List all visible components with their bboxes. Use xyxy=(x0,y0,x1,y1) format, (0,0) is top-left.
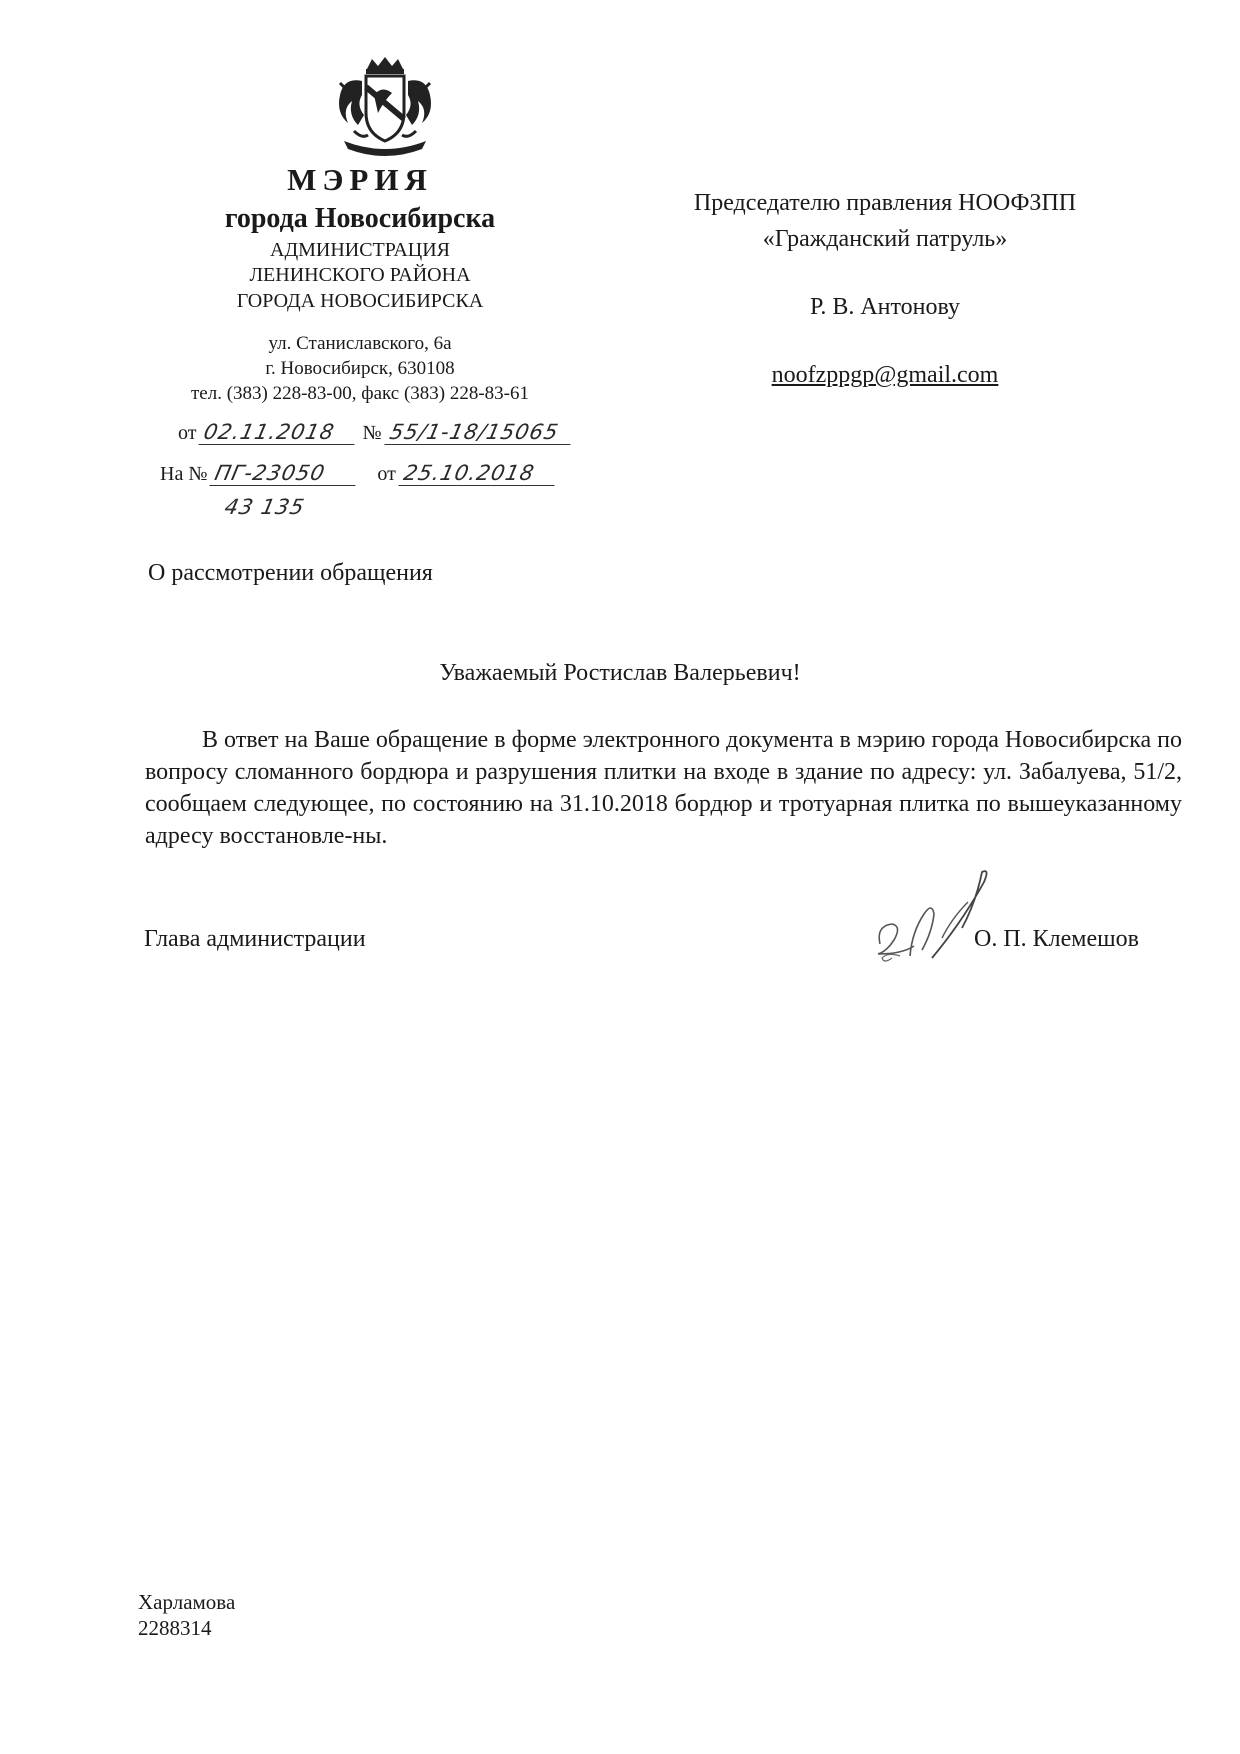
signatory-position: Глава администрации xyxy=(144,926,366,952)
outgoing-date: 02.11.2018 xyxy=(199,420,360,445)
reply-date-label: от xyxy=(377,463,396,485)
addressee-line: Председателю правления НООФЗПП xyxy=(693,190,1077,216)
executor-phone: 2288314 xyxy=(138,1616,212,1640)
letterhead-title: МЭРИЯ xyxy=(287,162,433,197)
executor-name: Харламова xyxy=(138,1590,236,1614)
letter-body xyxy=(145,724,1182,852)
signatory-name: О. П. Клемешов xyxy=(974,926,1139,952)
addressee-name: Р. В. Антонову xyxy=(809,294,961,320)
from-label: от xyxy=(178,422,197,444)
letterhead-address-line: г. Новосибирск, 630108 xyxy=(265,358,455,379)
handwritten-signature-icon xyxy=(872,862,1002,980)
letterhead-address-line: ул. Станиславского, 6а xyxy=(268,333,452,354)
number-label: № xyxy=(362,422,382,444)
outgoing-number: 55/1-18/15065 xyxy=(384,420,575,445)
body-paragraph: В ответ на Ваше обращение в форме электронного документа в мэрию города Новосибирска по вопросу сломанного бордюра и разрушения плитки на входе в здание по адресу: ул. Забалуева, 51/2, сообщаем следующее, по состоянию на 31.10.2018 бордюр и тротуарная плитка по вышеуказанному адресу восстановле-ны. xyxy=(145,727,1182,849)
letterhead-admin-line: АДМИНИСТРАЦИЯ xyxy=(270,239,450,261)
reply-label: На № xyxy=(160,463,208,485)
reply-number: ПГ-23050 xyxy=(210,461,361,486)
reply-number-extra: 43 135 xyxy=(222,495,308,519)
addressee-email: noofzppgp@gmail.com xyxy=(771,362,999,388)
letterhead-address-line: тел. (383) 228-83-00, факс (383) 228-83-61 xyxy=(190,383,530,404)
addressee-line: «Гражданский патруль» xyxy=(762,226,1008,252)
letter-subject: О рассмотрении обращения xyxy=(148,560,433,586)
incoming-reference xyxy=(160,461,557,486)
letterhead-admin-line: ГОРОДА НОВОСИБИРСКА xyxy=(236,290,484,312)
coat-of-arms-icon xyxy=(322,55,448,161)
letterhead-city: города Новосибирска xyxy=(224,203,496,234)
greeting: Уважаемый Ростислав Валерьевич! xyxy=(439,660,801,686)
letterhead-admin-line: ЛЕНИНСКОГО РАЙОНА xyxy=(249,264,471,286)
outgoing-reference xyxy=(178,420,573,445)
reply-date: 25.10.2018 xyxy=(398,461,559,486)
